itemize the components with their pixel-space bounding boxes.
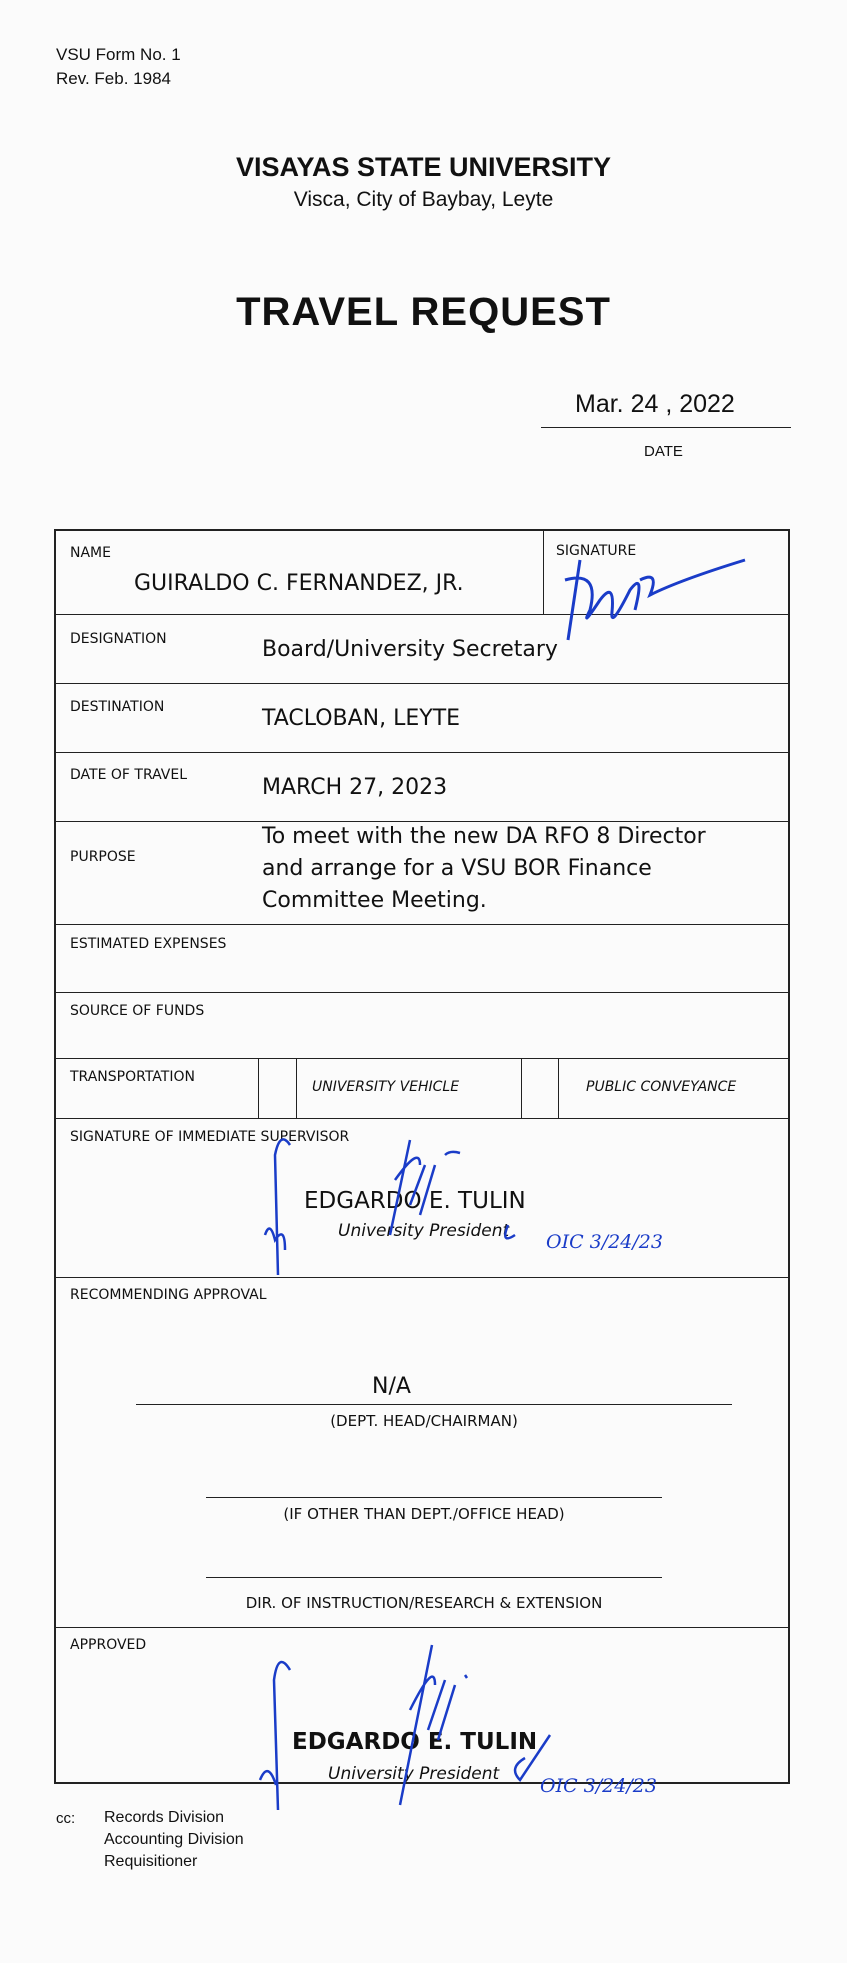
supervisor-title: University President (338, 1221, 510, 1241)
cc-label: cc: (56, 1810, 76, 1827)
dept-head-caption: (DEPT. HEAD/CHAIRMAN) (330, 1412, 518, 1430)
estimated-expenses-label: ESTIMATED EXPENSES (70, 936, 227, 952)
designation-label: DESIGNATION (70, 631, 167, 647)
destination-label: DESTINATION (70, 699, 165, 715)
travel-request-form (54, 529, 790, 1784)
public-conveyance-checkbox[interactable] (523, 1060, 558, 1118)
public-conveyance-option: PUBLIC CONVEYANCE (586, 1079, 737, 1095)
date-of-travel-label: DATE OF TRAVEL (70, 767, 188, 783)
destination-value[interactable]: TACLOBAN, LEYTE (262, 706, 461, 731)
purpose-label: PURPOSE (70, 849, 136, 865)
cc-item: Records Division (104, 1809, 225, 1826)
supervisor-label: SIGNATURE OF IMMEDIATE SUPERVISOR (70, 1129, 350, 1145)
director-caption: DIR. OF INSTRUCTION/RESEARCH & EXTENSION (245, 1594, 603, 1612)
name-label: NAME (70, 545, 111, 561)
recommending-approval-label: RECOMMENDING APPROVAL (70, 1287, 267, 1303)
purpose-line-3[interactable]: Committee Meeting. (262, 888, 487, 913)
approver-title: University President (328, 1764, 500, 1784)
cc-item: Requisitioner (104, 1853, 198, 1870)
supervisor-name: EDGARDO E. TULIN (304, 1188, 526, 1214)
university-vehicle-option: UNIVERSITY VEHICLE (312, 1079, 460, 1095)
date-underline (541, 427, 791, 428)
document-title: TRAVEL REQUEST (236, 290, 611, 334)
date-of-travel-value[interactable]: MARCH 27, 2023 (262, 775, 448, 800)
designation-value[interactable]: Board/University Secretary (262, 637, 558, 662)
form-number: VSU Form No. 1 (56, 45, 181, 64)
university-address: Visca, City of Baybay, Leyte (293, 188, 554, 211)
cc-item: Accounting Division (104, 1831, 244, 1848)
supervisor-oic-note: OIC 3/24/23 (546, 1231, 663, 1253)
university-vehicle-checkbox[interactable] (260, 1060, 296, 1118)
date-value: Mar. 24 , 2022 (575, 390, 735, 418)
date-label: DATE (644, 443, 683, 460)
other-head-caption: (IF OTHER THAN DEPT./OFFICE HEAD) (283, 1505, 565, 1523)
approved-label: APPROVED (70, 1637, 147, 1653)
signature-label: SIGNATURE (556, 543, 637, 559)
approver-name: EDGARDO E. TULIN (292, 1729, 538, 1755)
name-value[interactable]: GUIRALDO C. FERNANDEZ, JR. (134, 571, 464, 596)
approver-oic-note: OIC 3/24/23 (540, 1775, 657, 1797)
form-revision: Rev. Feb. 1984 (56, 69, 171, 88)
university-name: VISAYAS STATE UNIVERSITY (235, 152, 612, 182)
dept-head-value[interactable]: N/A (372, 1374, 411, 1399)
source-of-funds-label: SOURCE OF FUNDS (70, 1003, 205, 1019)
purpose-line-1[interactable]: To meet with the new DA RFO 8 Director (262, 824, 706, 849)
transportation-label: TRANSPORTATION (70, 1069, 195, 1085)
purpose-line-2[interactable]: and arrange for a VSU BOR Finance (262, 856, 652, 881)
